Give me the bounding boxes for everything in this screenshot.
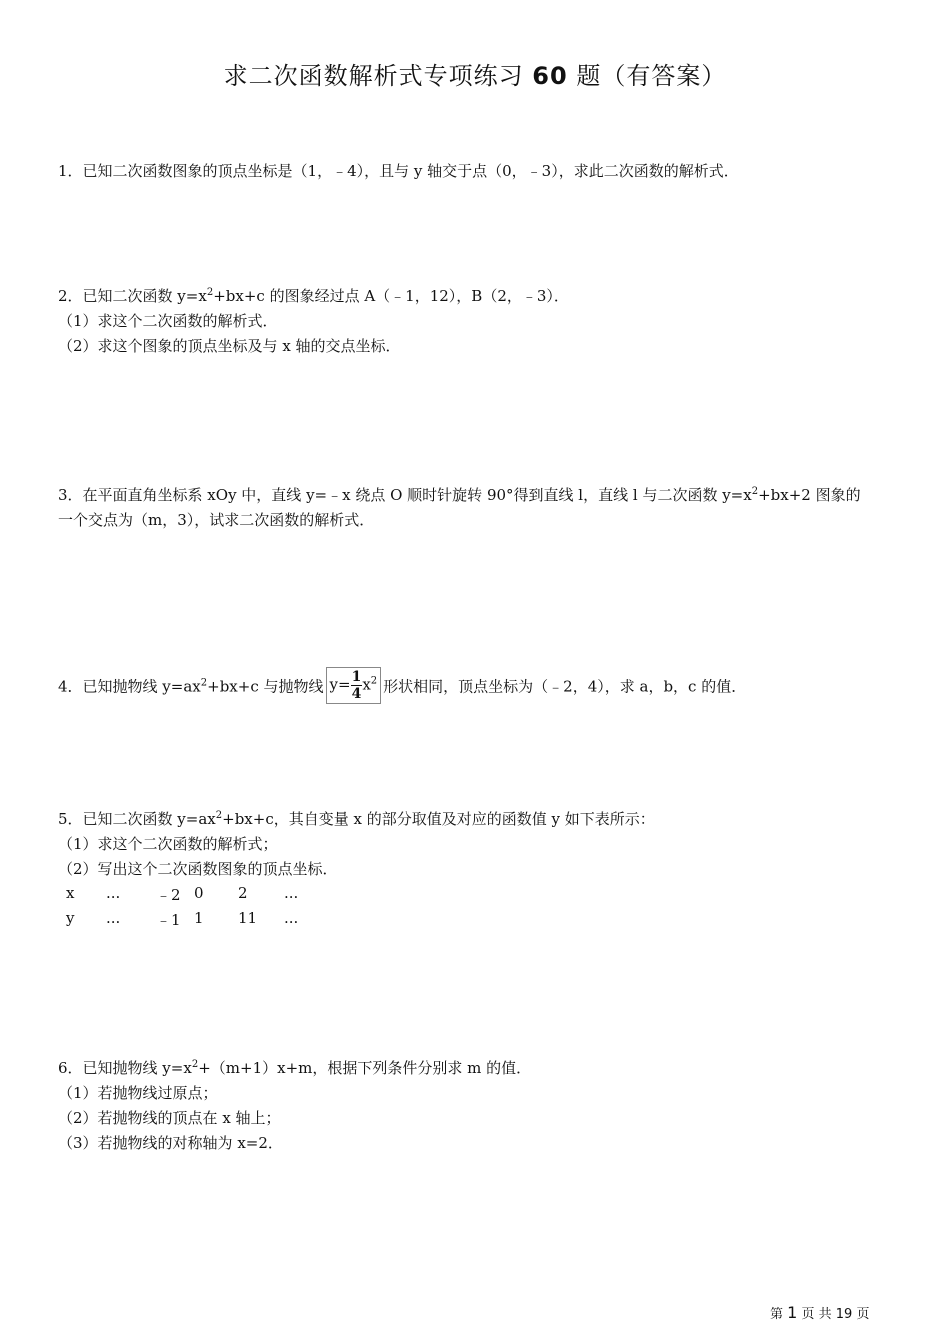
table-cell: x: [66, 884, 75, 902]
fraction: $\frac{1}{4}$: [351, 669, 362, 702]
table-cell: ﹣1: [156, 911, 181, 929]
table-cell: ...: [284, 884, 299, 902]
table-cell: 2: [238, 884, 248, 902]
table-cell: ...: [284, 909, 299, 927]
table-cell: y: [66, 909, 75, 927]
table-cell: ...: [106, 884, 121, 902]
question-6-part-1: （1）若抛物线过原点；: [58, 1084, 218, 1102]
question-2: 2．已知二次函数 $y=x^2+bx+c$ 的图象经过点 A（﹣1，12），B（2，﹣3）．: [58, 287, 569, 305]
total-pages: 19: [835, 1307, 853, 1322]
formula-image: y= $\frac{1}{4}$ $x^2$: [326, 667, 382, 704]
question-5-part-1: （1）求这个二次函数的解析式；: [58, 835, 278, 853]
question-1: 1．已知二次函数图象的顶点坐标是（1，﹣4），且与 y 轴交于点（0，﹣3），求此二次函数的解析式．: [58, 162, 739, 180]
question-6-part-3: （3）若抛物线的对称轴为 x=2．: [58, 1134, 283, 1152]
table-cell: ﹣2: [156, 886, 181, 904]
table-cell: 1: [194, 909, 204, 927]
table-cell: 11: [238, 909, 258, 927]
table-cell: ...: [106, 909, 121, 927]
question-4: 4．已知抛物线 $y=ax^2+bx+c$ 与抛物线 y= $\frac{1}{4}$ $x^2$ 形状相同，顶点坐标为（﹣2，4），求 a，b，c 的值．: [58, 669, 747, 702]
table-cell: 0: [194, 884, 204, 902]
question-3-line-2: 一个交点为（m，3），试求二次函数的解析式．: [58, 511, 375, 529]
question-2-part-2: （2）求这个图象的顶点坐标及与 x 轴的交点坐标．: [58, 337, 401, 355]
question-5-part-2: （2）写出这个二次函数图象的顶点坐标．: [58, 860, 338, 878]
page-title: 求二次函数解析式专项练习 60 题（有答案）: [223, 62, 727, 90]
current-page-number: 1: [787, 1303, 798, 1322]
question-3: 3．在平面直角坐标系 xOy 中，直线 y=﹣x 绕点 O 顺时针旋转 90°得到直线 l，直线 l 与二次函数 $y=x^2+bx+2$ 图象的: [58, 486, 861, 504]
question-2-part-1: （1）求这个二次函数的解析式．: [58, 312, 278, 330]
page-footer: 第 1 页 共 19 页: [770, 1303, 870, 1322]
question-6: 6．已知抛物线 $y=x^2+(m+1)x+m$，根据下列条件分别求 m 的值．: [58, 1059, 532, 1077]
question-5: 5．已知二次函数 $y=ax^2+bx+c$，其自变量 x 的部分取值及对应的函数值 y 如下表所示：: [58, 810, 655, 828]
question-6-part-2: （2）若抛物线的顶点在 x 轴上；: [58, 1109, 281, 1127]
